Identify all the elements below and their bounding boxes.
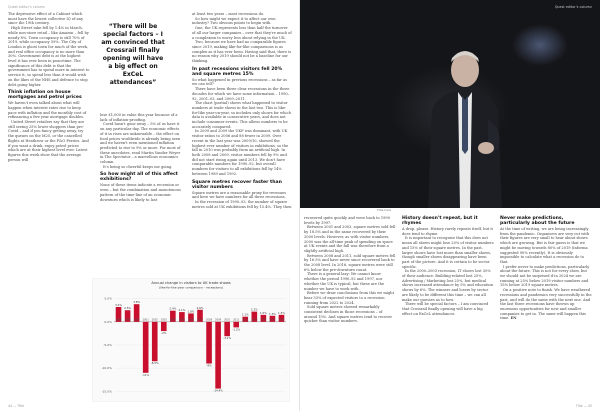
paragraph: lose £1,000 in value this year because of a lack of inflation-proofing. <box>100 113 178 122</box>
col1-heading: Think inflation on house mortgages and petrol prices <box>8 90 82 101</box>
rcol1-text <box>304 216 396 324</box>
y-tick-label: -15.0% <box>101 389 112 394</box>
col3-heading-1: In past recessions visitors fell 20% and square metres 15% <box>192 66 283 77</box>
paragraph: On a positive note to finish. We have weathered recessions and pandemics very successfully in the past, and will do the same with the next one. And the last three recessions have thrown up enormous opportunities for new and smaller companies to get in. The same will happen this time. EN <box>500 288 592 321</box>
bar-data-label: -2% <box>161 331 167 336</box>
right-folio: Title — 45 <box>575 404 592 408</box>
rcol2-heading: History doesn't repeat, but it rhymes <box>402 216 478 226</box>
bar-data-label: 1.3% <box>269 311 276 316</box>
x-tick-label: 2015 <box>269 318 276 322</box>
visitor-change-chart <box>92 278 290 402</box>
bar-data-label: -9% <box>206 363 212 368</box>
col1-text-a <box>8 12 90 87</box>
x-tick-label: 2000 <box>133 318 140 322</box>
col3-text-c <box>192 191 292 210</box>
bar-data-label: 1.5% <box>278 310 285 315</box>
rcol3-heading: Never make predictions, particularly about the future <box>500 216 575 226</box>
paragraph: Between 2008 and 2011, sold square metres fell by 16.5% and have never since recovered back to the 2008 level. In 2016, square metres were still 6% below the pre-downturn count. <box>304 253 396 272</box>
paragraph: A drop, please. History rarely repeats itself, but it does tend to rhyme. <box>402 227 493 236</box>
pull-quote: “There will be special factors – I am convinced that Crossrail finally opening will have a big effect on ExCeL attendances” <box>101 23 165 86</box>
paragraph: In the 2000–2003 recession, IT shows lost 30% of their audience. Building-related lost 25%, Advertising / Marketing lost 25%, but medical shows increased attendance by 5% and education shows by 6%. The winners and losers by sector are likely to be different this time – we can all make our guesses as to how. <box>402 269 493 302</box>
x-tick-label: 2007 <box>196 318 204 322</box>
col3-text-b <box>192 78 292 177</box>
x-tick-label: 1999 <box>124 318 131 322</box>
paragraph: There have been three clear recessions in the three decades for which we have some information – 1990–92, 2001–03, and 2009–2011. <box>192 87 290 101</box>
bar-2010 <box>224 322 230 336</box>
x-tick-label: 2002 <box>151 318 158 322</box>
bar-data-label: 2.6% <box>196 305 204 310</box>
paragraph: Sold square metres showed remarkably consistent declines in those recessions – of around 15%. And square metres tend to recover quicker than visitor numbers. <box>304 305 393 324</box>
bar-data-label: -1.2% <box>232 327 241 332</box>
paragraph: None of these items indicate a recession or even – but the combination and monotonous pattern of the time-line of an economic downturn which is likely to last <box>100 183 181 202</box>
bar-data-label: 2.1% <box>178 308 186 313</box>
bar-2009 <box>215 322 221 389</box>
x-tick-label: 2016 <box>278 318 285 322</box>
paragraph: Two, because we have had no comparable figures since 2019, making like-for-like comparisons is as complex as it has ever been. Having said that, there is no reason why 2019 should not be a baseline for our thinking. <box>192 40 292 64</box>
paragraph: So what happened in previous recessions – as far as we can tell? <box>192 77 288 87</box>
paragraph: So how might we expect it to affect our own industry? Two obvious points to begin with. <box>192 16 276 26</box>
y-tick-label: 5.0% <box>104 296 112 301</box>
bar-data-label: -14.4% <box>213 388 223 393</box>
bar-data-label: 1.5% <box>259 310 267 315</box>
x-tick-label: 2008 <box>206 318 213 322</box>
x-tick-label: 2004 <box>169 318 176 322</box>
paragraph: Covid hasn't gone away – 5% of us have it on any particular day. The economic effects of it in rises are unknowable – the effect on food prices worldwide is already being seen and we haven't even mentioned inflation predicted to rise to 9% or more. For most of these anecdotes, read Martin Vander Weyer in The Spectator – a marvellous economics column. <box>100 122 181 165</box>
col1-text-b <box>8 101 90 162</box>
bar-2001 <box>143 322 149 373</box>
paragraph: The chart (partial) shows what happened to visitor numbers at trade shows in the last two. This is like-for-like year-on-year, so includes only shows for which data is available in consecutive years, and does not include consumer events. This allows numbers to be accurately compared. <box>192 101 291 129</box>
x-tick-label: 2009 <box>215 318 222 322</box>
bar-data-label: 1.1% <box>241 312 249 317</box>
paragraph: Before we draw conclusions from this we might bear 33% of expected visitors to a recession running from 2022 to 2024. <box>304 291 395 305</box>
col2-text-b <box>100 183 182 202</box>
paragraph: It is important to recognise that this does not mean all shows might lose 20% of visitor numbers and 15% of their square metres. In the past, larger shows have lost more than smaller shows, though smaller shows disappearing have been part of the picture. And it is certain to be sector specific. <box>402 236 494 269</box>
left-column-2 <box>100 113 182 202</box>
bar-data-label: 3.8% <box>133 300 141 305</box>
bar-2002 <box>152 322 158 361</box>
left-running-head: Quest editor's column <box>8 5 46 9</box>
chart-title: Annual change in visitors to UK trade shows <box>151 281 231 285</box>
paragraph: at least two years – most recessions do. <box>192 12 265 16</box>
right-column-1 <box>304 216 396 324</box>
rcol2-text <box>402 227 494 316</box>
right-column-2 <box>402 216 494 316</box>
right-running-head: Quest editor's column <box>554 5 592 9</box>
right-page <box>300 0 600 411</box>
bar-data-label: -11% <box>142 372 150 377</box>
paragraph: There is a general lazy: We cannot know whether the period 1990–92 and 1997, nor whether the UK is typical, but these are the number we have to work with. <box>304 272 385 291</box>
left-folio: 44 — Title <box>8 404 25 408</box>
paragraph: It's being so cheerful keeps me going. <box>103 164 173 169</box>
bar-data-label: 3.2% <box>115 302 122 307</box>
bar-data-label: 2.4% <box>169 306 177 311</box>
paragraph: In 2009 and 2009 the UKF was dominant, with UK visitor ratios to 2006 and 88 fewer in 2009. Over recent in the last year was 2009/10, showed the highest ever number of visitors in exhibitions, so the fall in 2010 was probably from an artificial high. In both 2008 and 2009, visitor numbers fell by 9% and did not start rising again until 2013. We don't have comparable numbers for 1990–92, but overall numbers for visitors to all exhibitions fell by 14% between 1989 and 1992. <box>192 129 289 176</box>
x-tick-label: 2010 <box>224 318 231 322</box>
paragraph: The depressive effect of a Cabinet which must have the lowest collective IQ of any since the 19th century. <box>8 12 84 26</box>
paragraph: At the time of writing, we are being increasingly from the pandemic. Organisers are very cut with their figures are very small to hear about shows which are growing. But is fair guess is that we might be moving towards 80% of 2019 (Informa suggested 90% recently). It is obviously impossible to calculate what a recession do to that. <box>500 227 590 264</box>
y-tick-label: -5.0% <box>103 343 112 347</box>
speaker-figure <box>418 40 512 208</box>
right-column-3 <box>500 216 592 321</box>
col3-text-a <box>192 12 292 64</box>
paragraph: In the recession of 1990–93, the number of square metres sold at UK exhibitions fell by 15.4%. They then <box>192 199 292 209</box>
left-column-1 <box>8 12 90 162</box>
bar-data-label: 2.5% <box>124 306 131 311</box>
x-tick-label: 2014 <box>260 318 267 322</box>
paragraph: High Street take fell by 1.4% in March, while non-store retail – like Amazon – fell by nearly 8%. Town occupancy is still 70% of 2019, while occupancy 59%. The City of London is ghost town for much of the week, and real office occupancy is no more than 30%. Government debt is at the highest level it has ever been in peacetime. The significance of this debt is that the government has to spend more in interest to service it, so spend less than it would wish on the likes of the NHS and defence to stop debt going higher. <box>8 26 90 87</box>
paragraph: We haven't even talked about what will happen when interest rates rise to keep pace with inflation and the monthly cost of refinancing a five year mortgage doubles. <box>8 101 87 120</box>
x-tick-label: 2005 <box>178 318 185 322</box>
paragraph: I prefer never to make predictions, particularly about the future. This is not for every show, but we should not be surprised if in 2024 we are running at 25% below 2019 visitor numbers and 15% below 2019 square metres. <box>500 264 590 288</box>
x-tick-label: 1998 <box>115 318 122 322</box>
rcol3-text <box>500 227 592 321</box>
paragraph: Square metres are a reasonable proxy for revenues and here we have numbers for all three recessions. <box>192 190 286 200</box>
col3-heading-2: Square metres recover faster than visitor numbers <box>192 179 282 190</box>
end-mark: EN <box>509 316 517 321</box>
paragraph: recovered quite quickly and were back to 1990 levels by 1997. <box>304 216 390 225</box>
col2-heading: So how might all of this affect exhibitions? <box>100 172 178 183</box>
paragraph: There will be special factors – I am convinced that Crossrail finally opening will have a big effect on ExCeL attendances. <box>402 302 489 316</box>
y-tick-label: 0.0% <box>104 319 112 324</box>
speaker-photo <box>300 0 600 208</box>
x-tick-label: 2012 <box>242 318 249 322</box>
col2-text-a <box>100 113 182 169</box>
x-tick-label: 2011 <box>233 318 240 322</box>
bar-2003 <box>161 322 167 331</box>
left-column-3 <box>192 12 292 209</box>
y-tick-label: -10.0% <box>101 366 112 371</box>
bar-data-label: -8.5% <box>150 361 159 366</box>
photo-caption: Title here <box>377 208 392 212</box>
chart-subtitle: (like-for-like year comparison – recessions) <box>158 285 224 290</box>
x-tick-label: 2013 <box>251 318 258 322</box>
x-tick-label: 2006 <box>187 318 194 322</box>
x-tick-label: 2003 <box>160 318 167 322</box>
bar-data-label: 1.8% <box>187 309 195 314</box>
paragraph: Between 2001 and 2003, square metres sold fell by 18.5% and in the same recovered by their 2000 levels. However, as with visitor numbers, 2000 was the all-time peak of spending on space at UK events and the fall was therefore from a slightly artificial high. <box>304 225 396 253</box>
bar-data-label: -3.1% <box>223 336 232 341</box>
bar-2008 <box>206 322 212 364</box>
paragraph: United Street retailers say that they are still seeing 25% lower shoppers than pre-Covid – and if you fancy getting away, try the queues on the M25, or the cancelled flights at Heathrow or the P&O Ferries. And if you want a drink, enjoy petrol prices which are at their highest level ever. Latest figures this week show that the average person will <box>8 120 89 162</box>
x-tick-label: 2001 <box>142 318 149 322</box>
bar-data-label: 2.2% <box>250 307 258 312</box>
paragraph: One, the UK represents less than half the turnover of all our larger companies – over that they're much of a complexion to worry less about relying in the UK. <box>192 26 292 40</box>
